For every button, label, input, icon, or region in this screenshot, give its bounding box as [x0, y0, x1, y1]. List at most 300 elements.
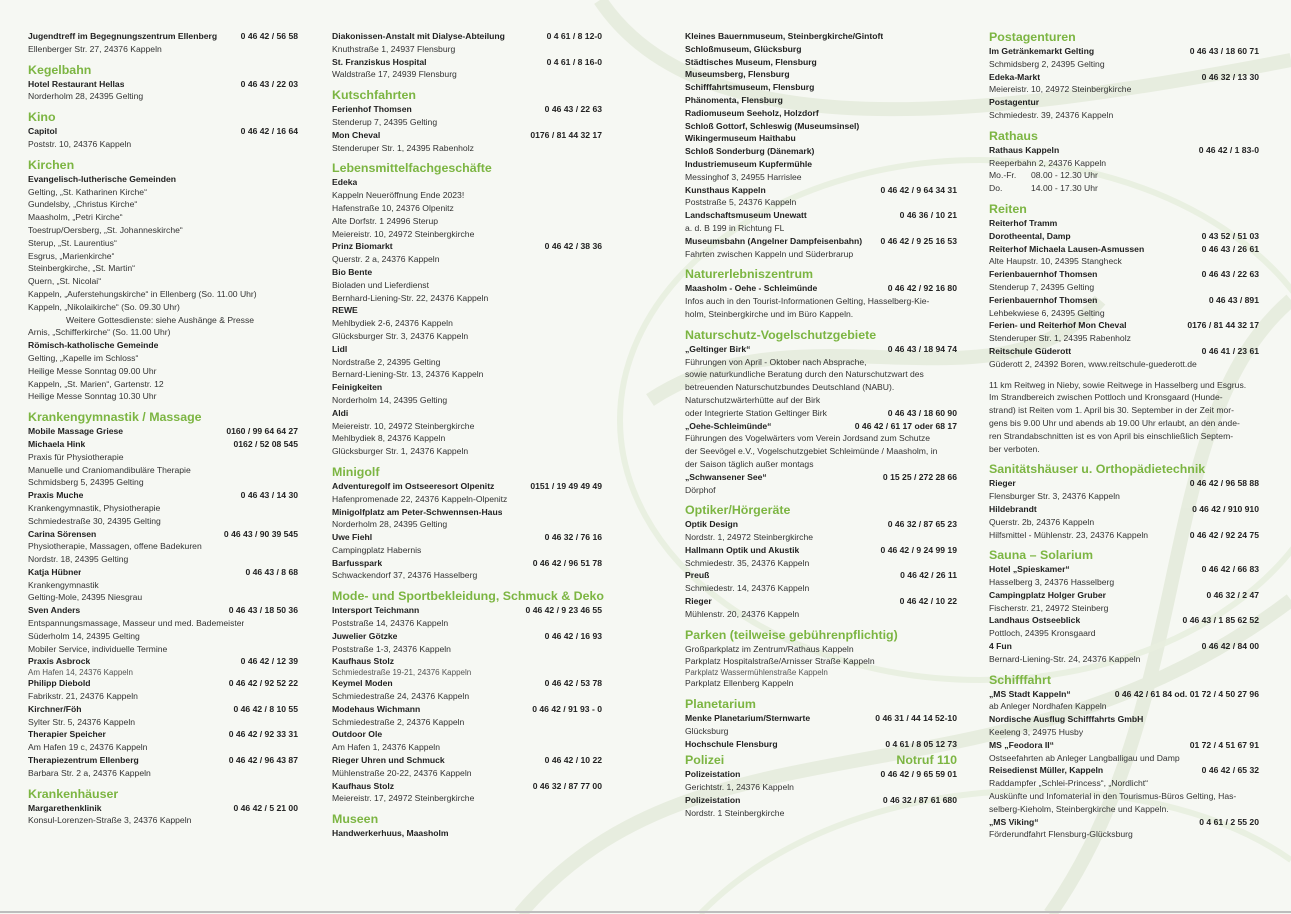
entry-detail	[685, 407, 957, 420]
entry-detail	[989, 358, 1259, 371]
entry-detail	[989, 255, 1259, 268]
phone-number: 0 46 42 / 16 93	[544, 630, 602, 641]
entry-name	[685, 794, 957, 807]
entry-detail	[685, 432, 957, 445]
section-museen	[332, 812, 602, 840]
entry-name-text: Museumsberg, Flensburg	[685, 69, 790, 80]
entry-name-text: Edeka	[332, 177, 358, 188]
entry-name-text: Landschaftsmuseum Unewatt	[685, 210, 807, 221]
entry-name	[28, 438, 298, 451]
entry-detail-text: Schmiedestraße 2, 24376 Kappeln	[332, 716, 465, 727]
entry-detail-text: Arnis, „Schifferkirche“ (So. 11.00 Uhr)	[28, 327, 171, 338]
entry-detail-text: Am Hafen 14, 24376 Kappeln	[28, 668, 133, 678]
entry-name-text: Hallmann Optik und Akustik	[685, 544, 800, 555]
phone-number: 0 43 52 / 51 03	[1201, 230, 1259, 241]
entry-name	[28, 339, 298, 352]
phone-number: 0 46 42 / 91 93 - 0	[532, 703, 602, 714]
entry-detail	[28, 237, 298, 250]
entry-detail-text: Norderholm 14, 24395 Gelting	[332, 394, 448, 405]
entry-detail-text: Parkplatz Wassermühlenstraße Kappeln	[685, 668, 828, 678]
entry-detail	[28, 224, 298, 237]
phone-number: 0 46 36 / 10 21	[899, 210, 957, 221]
entry-detail-text: Dörphof	[685, 484, 716, 495]
entry-detail	[28, 138, 298, 151]
entry-detail-text: Keeleng 3, 24975 Husby	[989, 727, 1084, 738]
phone-number: 0 46 43 / 26 61	[1201, 243, 1259, 254]
entry-detail-text: Quern, „St. Nicolai“	[28, 276, 102, 287]
entry-detail	[28, 502, 298, 515]
entry-detail	[332, 368, 602, 381]
section-title: Naturerlebniszentrum	[685, 267, 814, 282]
entry-name	[332, 103, 602, 116]
entry-detail-text: Glücksburger Str. 1, 24376 Kappeln	[332, 446, 469, 457]
entry-name-text: Kaufhaus Stolz	[332, 780, 395, 791]
section-sanitaet	[989, 462, 1259, 541]
section-title: Optiker/Hörgeräte	[685, 503, 791, 518]
entry-name-text: Feinigkeiten	[332, 382, 383, 393]
entry-name	[332, 703, 602, 716]
phone-number: 0 46 42 / 92 52 22	[228, 678, 298, 689]
entry-detail-text: Poststr. 10, 24376 Kappeln	[28, 138, 132, 149]
section-minigolf	[332, 465, 602, 582]
entry-name-text: MS „Feodora II“	[989, 739, 1054, 750]
section-mode	[332, 589, 602, 805]
entry-name	[685, 43, 957, 56]
entry-detail-text: Krankengymnastik, Physiotherapie	[28, 502, 161, 513]
entry-name-text: Polizeistation	[685, 795, 741, 806]
section-title: Minigolf	[332, 464, 380, 479]
entry-detail	[332, 356, 602, 369]
entry-name-text: Rathaus Kappeln	[989, 144, 1060, 155]
entry-detail-text: Stenderuper Str. 1, 24395 Rabenholz	[989, 333, 1131, 344]
entry-detail-text: Mobiler Service, individuelle Termine	[28, 643, 168, 654]
note-line: strand) ist Reiten vom 1. April bis 30. September in der Zeit mor-	[989, 405, 1235, 416]
entry-name-text: Reisedienst Müller, Kappeln	[989, 765, 1104, 776]
entry-name	[332, 506, 602, 519]
entry-detail	[28, 643, 298, 656]
entry-detail	[989, 627, 1259, 640]
entry-name	[685, 68, 957, 81]
entry-name	[332, 754, 602, 767]
entry-detail-text: Weitere Gottesdienste: siehe Aushänge & Presse	[66, 314, 255, 325]
entry-detail-text: Infos auch in den Tourist-Informationen Gelting, Hasselberg-Kie-	[685, 296, 930, 307]
entry-detail-text: Hilfsmittel - Mühlenstr. 23, 24376 Kappeln	[989, 529, 1149, 540]
entry-detail	[28, 767, 298, 780]
section-title: Reiten	[989, 201, 1027, 216]
entry-detail	[28, 451, 298, 464]
entry-detail-text: Ellenberger Str. 27, 24376 Kappeln	[28, 43, 162, 54]
entry-detail	[685, 394, 957, 407]
entry-name-text: Rieger	[685, 596, 712, 607]
entry-name	[28, 802, 298, 815]
entry-detail-text: Kappeln, „Nikolaikirche“ (So. 09.30 Uhr)	[28, 301, 180, 312]
entry-detail	[332, 445, 602, 458]
phone-number: 0 46 42 / 96 51 78	[532, 557, 602, 568]
entry-name-text: „MS Viking“	[989, 816, 1039, 827]
entry-detail-text: Entspannungsmassage, Masseur und med. Bademeister	[28, 618, 245, 629]
entry-name	[685, 420, 957, 433]
entry-detail	[28, 43, 298, 56]
phone-number: 0 46 43 / 18 60 71	[1189, 46, 1259, 56]
entry-name	[332, 728, 602, 741]
entry-name	[28, 30, 298, 43]
entry-detail	[332, 420, 602, 433]
entry-name	[989, 640, 1259, 653]
note-line: ren Strandabschnitten ist es von April bis einschließlich Septem-	[989, 430, 1234, 441]
entry-name	[989, 477, 1259, 490]
entry-detail	[989, 109, 1259, 122]
entry-name-text: Römisch-katholische Gemeinde	[28, 340, 159, 351]
entry-detail-text: Sylter Str. 5, 24376 Kappeln	[28, 716, 136, 727]
entry-name	[685, 282, 957, 295]
entry-name-text: Diakonissen-Anstalt mit Dialyse-Abteilung	[332, 31, 505, 41]
entry-detail	[332, 68, 602, 81]
entry-name	[28, 728, 298, 741]
entry-name-text: Intersport Teichmann	[332, 605, 420, 616]
entry-detail-text: Messinghof 3, 24955 Harrislee	[685, 171, 802, 182]
entry-detail-text: Hafenpromenade 22, 24376 Kappeln-Olpenitz	[332, 493, 508, 504]
phone-number: 0 46 41 / 23 61	[1201, 345, 1259, 356]
phone-number: 0 46 43 / 18 50 36	[228, 605, 298, 616]
entry-detail-text: Schmiedestraße 30, 24395 Gelting	[28, 515, 161, 526]
entry-detail-text: Kappeln Neueröffnung Ende 2023!	[332, 190, 465, 201]
entry-name	[685, 569, 957, 582]
entry-detail	[989, 157, 1259, 170]
entry-detail-text: Nordstr. 18, 24395 Gelting	[28, 554, 129, 565]
entry-name	[28, 703, 298, 716]
entry-detail-text: Nordstraße 2, 24395 Gelting	[332, 356, 441, 367]
entry-detail	[332, 493, 602, 506]
entry-name-text: Uwe Fiehl	[332, 532, 373, 543]
entry-detail	[28, 314, 298, 327]
entry-detail	[685, 677, 957, 690]
entry-name	[989, 816, 1259, 829]
phone-number: 0 4 61 / 8 16-0	[546, 56, 602, 67]
entry-detail-text: Fahrten zwischen Kappeln und Süderbrarup	[685, 248, 854, 259]
entry-detail-text: Gelting-Mole, 24395 Niesgrau	[28, 592, 143, 603]
entry-name	[685, 94, 957, 107]
entry-detail-text: Auskünfte und Infomaterial in den Tourismus-Büros Gelting, Has-	[989, 791, 1237, 802]
entry-name-text: Reiterhof Tramm	[989, 217, 1058, 228]
entry-name-text: Städtisches Museum, Flensburg	[685, 56, 817, 67]
entry-detail	[28, 198, 298, 211]
entry-detail-text: Gelting, „Kapelle im Schloss“	[28, 352, 139, 363]
entry-detail	[28, 250, 298, 263]
section-title: Postagenturen	[989, 30, 1076, 44]
entry-detail-text: Nordstr. 1, 24972 Steinbergkirche	[685, 532, 814, 543]
entry-detail-text: Campingplatz Habernis	[332, 544, 422, 555]
entry-name	[332, 827, 602, 840]
phone-number: 0 46 43 / 14 30	[240, 490, 298, 501]
entry-detail-text: Stenderup 7, 24395 Gelting	[332, 116, 438, 127]
entry-detail-text: Güderott 2, 24392 Boren, www.reitschule-guederott.de	[989, 358, 1197, 369]
entry-detail	[989, 700, 1259, 713]
entry-detail	[28, 326, 298, 339]
entry-detail	[28, 553, 298, 566]
entry-detail-text: Schmiedestraße 19-21, 24376 Kappeln	[332, 668, 472, 678]
entry-detail	[332, 643, 602, 656]
entry-detail-text: Schwackendorf 37, 24376 Hasselberg	[332, 570, 478, 581]
entry-name	[28, 125, 298, 138]
entry-detail-text: Schmiedestr. 39, 24376 Kappeln	[989, 109, 1114, 120]
entry-detail-text: Am Hafen 19 c, 24376 Kappeln	[28, 742, 148, 753]
entry-name	[685, 56, 957, 69]
entry-name	[332, 129, 602, 142]
entry-detail-text: Querstr. 2 a, 24376 Kappeln	[332, 254, 440, 265]
entry-detail	[28, 378, 298, 391]
section-kino	[28, 110, 298, 151]
entry-detail-text: Süderholm 14, 24395 Gelting	[28, 630, 140, 641]
entry-detail-text: Norderholm 28, 24395 Gelting	[332, 519, 448, 530]
entry-detail	[989, 281, 1259, 294]
phone-number: 0 46 42 / 53 78	[544, 678, 602, 689]
entry-name	[332, 531, 602, 544]
entry-detail	[28, 690, 298, 703]
entry-detail	[332, 690, 602, 703]
entry-detail-text: Steinbergkirche, „St. Martin“	[28, 263, 135, 274]
entry-name	[989, 71, 1259, 84]
entry-detail-text: Poststraße 5, 24376 Kappeln	[685, 197, 797, 208]
entry-detail-text: Förderundfahrt Flensburg-Glücksburg	[989, 829, 1133, 840]
entry-detail	[685, 295, 957, 308]
entry-detail	[28, 390, 298, 403]
entry-name-text: Polizeistation	[685, 769, 741, 780]
entry-name-text: Preuß	[685, 570, 710, 581]
entry-name-text: „Schwansener See“	[685, 471, 767, 482]
entry-name	[332, 655, 602, 668]
entry-detail	[685, 356, 957, 369]
entry-name-text: Handwerkerhuus, Maasholm	[332, 828, 449, 839]
section-title: Rathaus	[989, 128, 1038, 143]
entry-name	[332, 557, 602, 570]
entry-name	[989, 45, 1259, 58]
entry-detail	[685, 531, 957, 544]
entry-name	[28, 528, 298, 541]
section-kutsch	[332, 88, 602, 154]
phone-number: 0 46 42 / 9 24 99 19	[880, 544, 957, 555]
entry-name	[989, 230, 1259, 243]
entry-detail-text: Schmiedestraße 24, 24376 Kappeln	[332, 691, 470, 702]
entry-detail-text: Waldstraße 17, 24939 Flensburg	[332, 69, 457, 80]
entry-name-text: Jugendtreff im Begegnungszentrum Ellenberg	[28, 31, 218, 41]
opening-hours-row	[989, 182, 1259, 195]
phone-number: 0 46 42 / 96 58 88	[1189, 478, 1259, 489]
entry-name-text: Museumsbahn (Angelner Dampfeisenbahn)	[685, 235, 863, 246]
entry-name	[28, 754, 298, 767]
note-line: ber verboten.	[989, 443, 1040, 454]
entry-detail	[685, 381, 957, 394]
phone-number: 0 46 42 / 92 33 31	[228, 729, 298, 740]
entry-detail	[332, 741, 602, 754]
phone-number: 0176 / 81 44 32 17	[1187, 320, 1259, 331]
entry-detail-text: Stenderuper Str. 1, 24395 Rabenholz	[332, 142, 474, 153]
section-polizei	[685, 753, 957, 819]
entry-detail	[332, 202, 602, 215]
section-planetarium	[685, 697, 957, 750]
opening-day: Mo.-Fr.	[989, 170, 1017, 181]
entry-detail-text: Meiereistr. 17, 24972 Steinbergkirche	[332, 793, 475, 804]
entry-name-text: Landhaus Ostseeblick	[989, 615, 1081, 626]
phone-number: 0 4 61 / 2 55 20	[1199, 816, 1259, 827]
section-title: Sauna – Solarium	[989, 548, 1093, 563]
entry-detail-text: Führungen des Vogelwärters vom Verein Jordsand zum Schutze	[685, 433, 931, 444]
entry-detail	[685, 668, 957, 677]
entry-name-text: Lidl	[332, 343, 348, 354]
entry-detail	[28, 211, 298, 224]
entry-detail	[332, 142, 602, 155]
entry-name-text: Hotel Restaurant Hellas	[28, 78, 125, 89]
entry-detail-text: Großparkplatz im Zentrum/Rathaus Kappeln	[685, 643, 854, 654]
entry-name-text: Keymel Moden	[332, 678, 393, 689]
opening-hours-row	[989, 169, 1259, 182]
entry-name-text: Michaela Hink	[28, 438, 86, 449]
entry-name	[332, 266, 602, 279]
entry-name-text: Schloß Sonderburg (Dänemark)	[685, 146, 815, 157]
phone-number: 0 46 42 / 10 22	[544, 755, 602, 766]
entry-detail	[28, 288, 298, 301]
entry-detail-text: Mühlenstraße 20-22, 24376 Kappeln	[332, 767, 472, 778]
entry-detail	[989, 490, 1259, 503]
entry-detail-text: Krankengymnastik	[28, 579, 99, 590]
entry-detail-text: Schmiedestr. 14, 24376 Kappeln	[685, 583, 810, 594]
section-title: Museen	[332, 812, 379, 827]
entry-detail-text: Meiereistr. 10, 24972 Steinbergkirche	[989, 84, 1132, 95]
entry-detail	[332, 253, 602, 266]
spacer	[989, 371, 1259, 379]
entry-detail-text: Flensburger Str. 3, 24376 Kappeln	[989, 491, 1120, 502]
section-rathaus	[989, 129, 1259, 195]
section-schiff	[989, 673, 1259, 842]
column-4	[989, 30, 1259, 844]
entry-detail-text: Naturschutzwärterhütte auf der Birk	[685, 394, 821, 405]
entry-detail-text: Mehlbydiek 8, 24376 Kappeln	[332, 433, 446, 444]
entry-detail-text: Alte Haupstr. 10, 24395 Stangheck	[989, 256, 1122, 267]
entry-detail	[685, 222, 957, 235]
entry-name	[332, 480, 602, 493]
phone-number: 0 46 42 / 92 16 80	[887, 283, 957, 294]
entry-detail-text: Bernhard-Liening-Str. 22, 24376 Kappeln	[332, 292, 489, 303]
intro-block	[332, 30, 602, 81]
entry-name-text: Evangelisch-lutherische Gemeinden	[28, 173, 177, 184]
entry-detail	[332, 215, 602, 228]
entry-detail	[685, 807, 957, 820]
phone-number: 0 46 42 / 38 36	[544, 241, 602, 252]
entry-detail	[332, 317, 602, 330]
entry-detail	[332, 544, 602, 557]
entry-detail-text: Hafenstraße 10, 24376 Olpenitz	[332, 202, 454, 213]
entry-name-text: Nordische Ausflug Schifffahrts GmbH	[989, 714, 1144, 725]
entry-detail	[28, 352, 298, 365]
entry-detail	[989, 602, 1259, 615]
section-lebensmittel	[332, 161, 602, 458]
entry-name	[685, 518, 957, 531]
entry-detail-text: Schmidsberg 2, 24395 Gelting	[989, 58, 1105, 69]
section-kranken	[28, 410, 298, 780]
entry-detail-text: Am Hafen 1, 24376 Kappeln	[332, 742, 440, 753]
entry-detail-text: selberg-Kieholm, Steinbergkirche und Kappeln.	[989, 803, 1169, 814]
entry-name	[332, 630, 602, 643]
phone-number: 0 46 43 / 90 39 545	[223, 528, 298, 539]
entry-name	[332, 677, 602, 690]
section-kegelbahn	[28, 63, 298, 104]
entry-detail-text: Maasholm, „Petri Kirche“	[28, 212, 123, 223]
entry-detail	[685, 445, 957, 458]
section-title: Schifffahrt	[989, 672, 1051, 687]
entry-name	[332, 56, 602, 69]
entry-name	[28, 604, 298, 617]
entry-name	[332, 176, 602, 189]
phone-number: 0 46 32 / 76 16	[544, 532, 602, 543]
entry-detail	[989, 777, 1259, 790]
entry-detail-text: Querstr. 2b, 24376 Kappeln	[989, 516, 1095, 527]
entry-name-text: Dorotheental, Damp	[989, 230, 1071, 241]
entry-name-text: Outdoor Ole	[332, 729, 383, 740]
entry-name-text: Radiomuseum Seeholz, Holzdorf	[685, 107, 819, 118]
entry-detail	[332, 518, 602, 531]
entry-name-text: Praxis Muche	[28, 490, 84, 501]
entry-name	[685, 158, 957, 171]
phone-number: 0151 / 19 49 49 49	[530, 480, 602, 491]
phone-number: 0 46 43 / 18 60 90	[887, 407, 957, 418]
column-3	[685, 30, 957, 823]
entry-name	[685, 544, 957, 557]
entry-name	[28, 677, 298, 690]
entry-detail-text: Gerichtstr. 1, 24376 Kappeln	[685, 782, 794, 793]
entry-detail	[685, 557, 957, 570]
section-title: Kirchen	[28, 157, 75, 172]
entry-name	[989, 764, 1259, 777]
entry-detail	[685, 368, 957, 381]
entry-detail	[332, 279, 602, 292]
entry-name	[685, 343, 957, 356]
entry-name	[332, 304, 602, 317]
entry-name-text: Reitschule Güderott	[989, 345, 1072, 356]
entry-detail	[989, 653, 1259, 666]
entry-name-text: REWE	[332, 305, 358, 316]
entry-detail-text: Heilige Messe Sonntag 09.00 Uhr	[28, 365, 157, 376]
entry-detail	[28, 579, 298, 592]
section-title: Lebensmittelfachgeschäfte	[332, 161, 492, 176]
phone-number: 0 46 32 / 87 61 680	[882, 795, 957, 806]
entry-detail-text: Kappeln, „Auferstehungskirche“ in Ellenberg (So. 11.00 Uhr)	[28, 288, 257, 299]
entry-name-text: Kleines Bauernmuseum, Steinbergkirche/Gintoft	[685, 31, 884, 41]
phone-number: 0 46 42 / 65 32	[1201, 765, 1259, 776]
entry-name-text: Ferien- und Reiterhof Mon Cheval	[989, 320, 1127, 331]
entry-detail	[685, 171, 957, 184]
phone-number: 0 46 42 / 12 39	[240, 656, 298, 667]
phone-number: 0 46 42 / 84 00	[1201, 641, 1259, 652]
entry-name	[28, 566, 298, 579]
emergency-number: Notruf 110	[896, 753, 957, 768]
intro-block	[28, 30, 298, 56]
phone-number: 0 46 43 / 18 94 74	[887, 343, 957, 354]
entry-name	[989, 614, 1259, 627]
entry-detail	[332, 228, 602, 241]
entry-detail-text: Barbara Str. 2 a, 24376 Kappeln	[28, 767, 151, 778]
entry-name	[989, 589, 1259, 602]
section-title: Kegelbahn	[28, 62, 92, 77]
entry-detail	[685, 725, 957, 738]
entry-detail-text: Toestrup/Oersberg, „St. Johanneskirche“	[28, 224, 183, 235]
entry-detail	[989, 83, 1259, 96]
entry-detail	[28, 476, 298, 489]
entry-detail-text: Meiereistr. 10, 24972 Steinbergkirche	[332, 420, 475, 431]
phone-number: 0162 / 52 08 545	[233, 438, 298, 449]
entry-name-text: Schloßmuseum, Glücksburg	[685, 43, 802, 54]
entry-detail-text: Mehlbydiek 2-6, 24376 Kappeln	[332, 318, 453, 329]
entry-detail	[28, 741, 298, 754]
phone-number: 0 15 25 / 272 28 66	[882, 471, 957, 482]
